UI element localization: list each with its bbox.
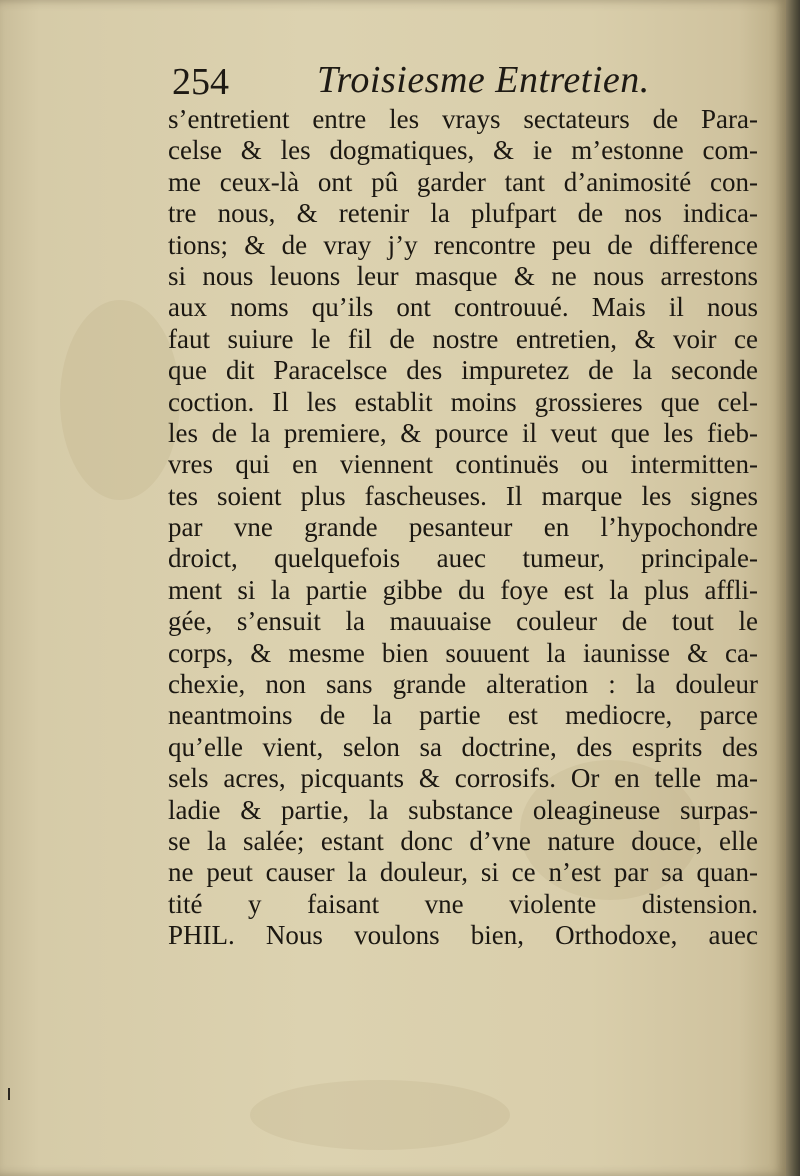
text-line: sels acres, picquants & corrosifs. Or en telle ma- <box>168 763 758 794</box>
text-line: faut suiure le fil de nostre entretien, & voir ce <box>168 323 758 354</box>
paper-stain <box>60 300 180 500</box>
text-line: tes soient plus fascheuses. Il marque les signes <box>168 480 758 511</box>
text-line: ment si la partie gibbe du foye est la plus affli- <box>168 574 758 605</box>
paper-stain <box>250 1080 510 1150</box>
text-line: gée, s’ensuit la mauuaise couleur de tout le <box>168 606 758 637</box>
running-head: Troisiesme Entretien. <box>317 59 650 101</box>
page-header <box>172 58 692 102</box>
text-line: par vne grande pesanteur en l’hypochondre <box>168 512 758 543</box>
text-line: s’entretient entre les vrays sectateurs de Para- <box>168 104 758 134</box>
text-line: tre nous, & retenir la plufpart de nos indica- <box>168 198 758 229</box>
text-line: celse & les dogmatiques, & ie m’estonne com- <box>168 135 758 166</box>
text-line: que dit Paracelsce des impuretez de la seconde <box>168 355 758 386</box>
text-line: vres qui en viennent continuës ou intermitten- <box>168 449 758 480</box>
text-line: ne peut causer la douleur, si ce n’est par sa quan- <box>168 857 758 888</box>
text-line: les de la premiere, & pource il veut que les fieb- <box>168 417 758 448</box>
text-line: se la salée; estant donc d’vne nature douce, elle <box>168 825 758 856</box>
text-line: ladie & partie, la substance oleagineuse surpas- <box>168 794 758 825</box>
text-line: tions; & de vray j’y rencontre peu de difference <box>168 229 758 260</box>
text-line: tité y faisant vne violente distension. <box>168 888 758 919</box>
text-line: qu’elle vient, selon sa doctrine, des esprits des <box>168 731 758 762</box>
text-line: droict, quelquefois auec tumeur, principale- <box>168 543 758 574</box>
body-text <box>168 104 758 952</box>
text-line: chexie, non sans grande alteration : la douleur <box>168 669 758 700</box>
text-line: aux noms qu’ils ont controuué. Mais il nous <box>168 292 758 323</box>
text-line: coction. Il les establit moins grossieres que cel- <box>168 386 758 417</box>
text-line: si nous leuons leur masque & ne nous arrestons <box>168 260 758 291</box>
text-line: PHIL. Nous voulons bien, Orthodoxe, auec <box>168 920 758 951</box>
margin-mark <box>8 1088 10 1100</box>
page-gutter <box>786 0 800 1176</box>
text-line: corps, & mesme bien souuent la iaunisse & ca- <box>168 637 758 668</box>
page-number: 254 <box>172 61 229 103</box>
text-line: me ceux-là ont pû garder tant d’animosité con- <box>168 166 758 197</box>
text-line: neantmoins de la partie est mediocre, parce <box>168 700 758 731</box>
